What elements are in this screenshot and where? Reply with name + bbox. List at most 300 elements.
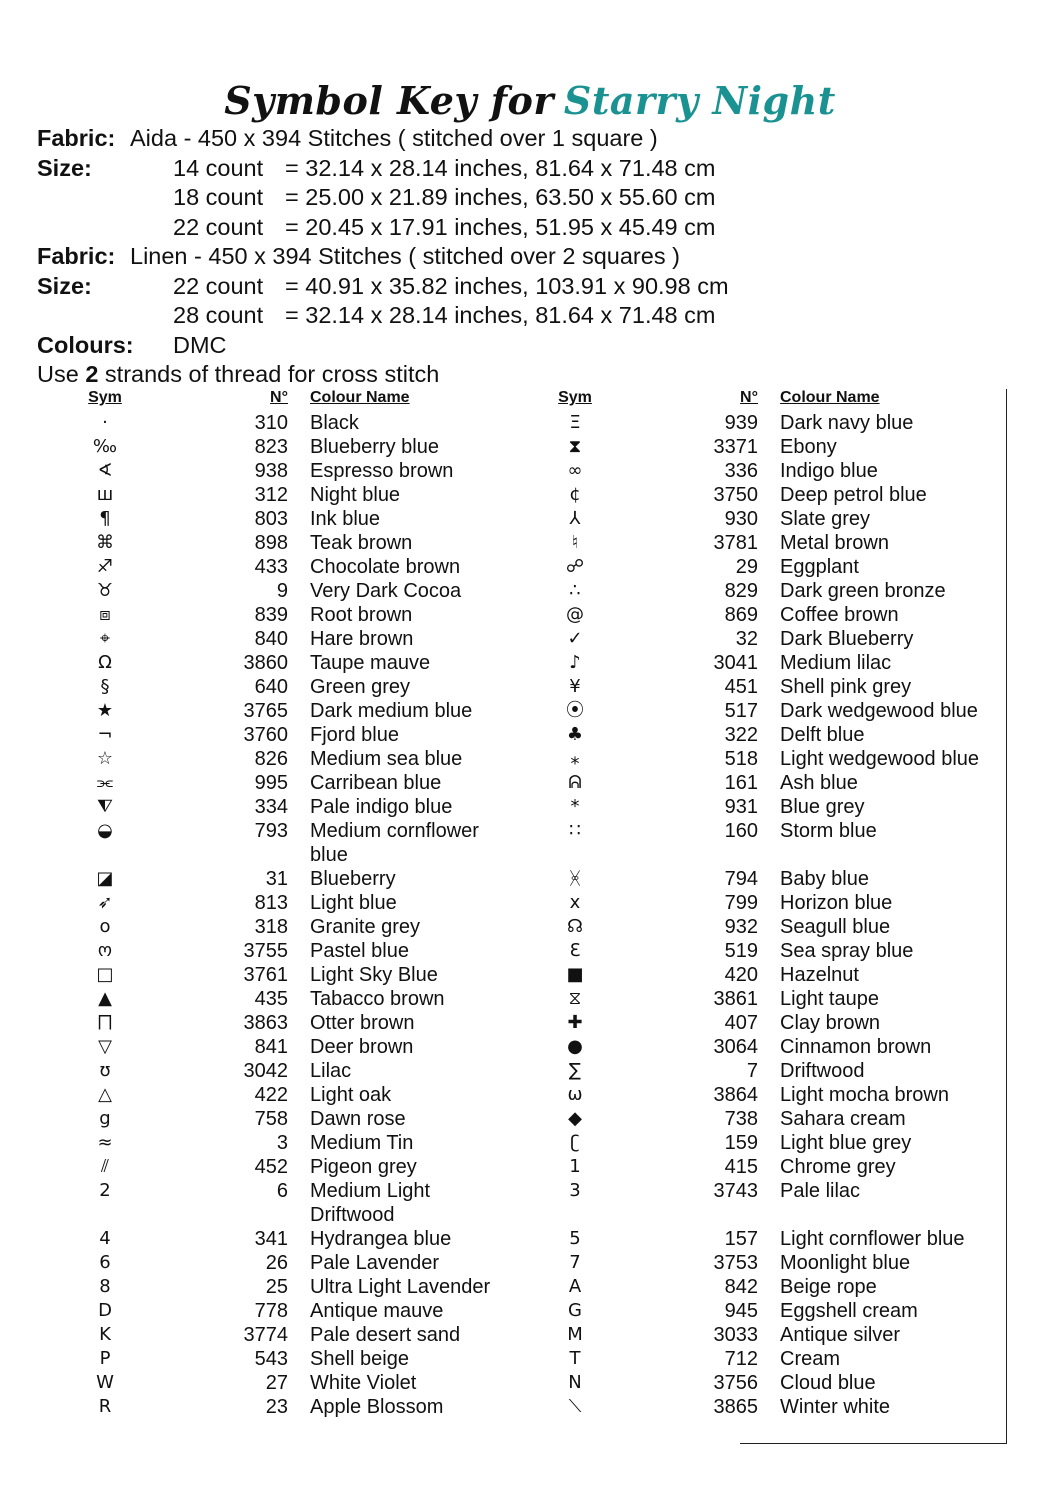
row-symbol: ♐: [96, 556, 114, 577]
row-colour-name: Tabacco brown: [310, 988, 445, 1010]
table-row: [530, 723, 1000, 747]
row-dmc-number: 312: [254, 484, 288, 506]
table-row: [60, 1035, 510, 1059]
row-symbol: Ω: [98, 652, 112, 673]
row-dmc-number: 829: [724, 580, 758, 602]
symbol-key-table: [0, 389, 1060, 1449]
size-count: 22 count: [173, 272, 264, 299]
row-symbol: ¥: [569, 676, 581, 697]
title-prefix: Symbol Key for: [224, 78, 554, 123]
row-symbol: ◒: [97, 820, 113, 841]
table-row: [60, 1083, 510, 1107]
row-dmc-number: 519: [724, 940, 758, 962]
table-row: [530, 1395, 1000, 1419]
row-colour-name: Deer brown: [310, 1036, 414, 1058]
row-symbol: ш: [96, 484, 114, 505]
size-count: 14 count: [173, 154, 264, 181]
fabric-info: [37, 124, 729, 390]
row-symbol: G: [568, 1300, 582, 1321]
row-dmc-number: 3042: [243, 1060, 288, 1082]
row-colour-name: Chocolate brown: [310, 556, 461, 578]
table-row: [60, 867, 510, 891]
row-dmc-number: 161: [724, 772, 758, 794]
table-row: [60, 1179, 510, 1227]
row-colour-name: Pale desert sand: [310, 1324, 461, 1346]
right-column: [530, 389, 1000, 1419]
row-dmc-number: 803: [254, 508, 288, 530]
row-dmc-number: 7: [746, 1060, 758, 1082]
table-row: [60, 1395, 510, 1419]
table-row: [530, 1227, 1000, 1251]
table-row: [60, 1059, 510, 1083]
row-symbol: ★: [96, 700, 114, 721]
row-dmc-number: 341: [254, 1228, 288, 1250]
table-row: [60, 459, 510, 483]
size-dims: = 32.14 x 28.14 inches, 81.64 x 71.48 cm: [285, 302, 716, 328]
row-colour-name: Dawn rose: [310, 1108, 406, 1130]
row-colour-name: Ink blue: [310, 508, 381, 530]
header-num: N°: [270, 389, 288, 406]
table-row: [530, 915, 1000, 939]
size-dims: = 20.45 x 17.91 inches, 51.95 x 45.49 cm: [285, 213, 716, 240]
table-row: [530, 795, 1000, 819]
table-row: [530, 1275, 1000, 1299]
table-row: [530, 1059, 1000, 1083]
row-colour-name: Medium lilac: [780, 652, 892, 674]
row-symbol: ⧖: [568, 988, 582, 1009]
table-row: [530, 459, 1000, 483]
row-colour-name: White Violet: [310, 1372, 417, 1394]
table-row: [530, 627, 1000, 651]
table-row: [530, 483, 1000, 507]
row-dmc-number: 3861: [713, 988, 758, 1010]
row-dmc-number: 334: [254, 796, 288, 818]
row-colour-name: Chrome grey: [780, 1156, 896, 1178]
table-row: [530, 1011, 1000, 1035]
row-colour-name: Dark Blueberry: [780, 628, 914, 650]
row-colour-name: Ash blue: [780, 772, 858, 794]
row-dmc-number: 3864: [713, 1084, 758, 1106]
row-colour-name: Driftwood: [780, 1060, 865, 1082]
table-border-bottom: [740, 1443, 1007, 1444]
row-symbol: ♮: [571, 532, 579, 553]
row-colour-name: Slate grey: [780, 508, 871, 530]
title-pattern-name: Starry Night: [563, 78, 836, 123]
colours-row: [37, 331, 729, 361]
row-dmc-number: 3064: [713, 1036, 758, 1058]
table-row: [60, 579, 510, 603]
table-row: [530, 939, 1000, 963]
table-row: [530, 747, 1000, 771]
page-title: [0, 78, 1060, 123]
linen-size-row: [37, 301, 729, 331]
row-symbol: W: [96, 1372, 114, 1393]
row-dmc-number: 32: [735, 628, 758, 650]
row-symbol: 2: [99, 1180, 111, 1201]
table-row: [60, 699, 510, 723]
strands-pre: Use: [37, 361, 86, 387]
row-dmc-number: 3371: [713, 436, 758, 458]
row-colour-name: Moonlight blue: [780, 1252, 911, 1274]
row-colour-name: Pigeon grey: [310, 1156, 417, 1178]
table-row: [60, 435, 510, 459]
row-colour-name: Deep petrol blue: [780, 484, 927, 506]
row-symbol: ⟍: [568, 1396, 582, 1417]
table-row: [60, 939, 510, 963]
row-symbol: R: [98, 1396, 112, 1417]
row-symbol: ⅄: [569, 508, 581, 529]
table-row: [530, 675, 1000, 699]
row-symbol: T: [569, 1348, 581, 1369]
row-colour-name: Blueberry: [310, 868, 396, 890]
table-row: [60, 891, 510, 915]
aida-size-row: [37, 213, 729, 243]
row-dmc-number: 841: [254, 1036, 288, 1058]
row-symbol: ∑: [568, 1060, 582, 1081]
row-dmc-number: 938: [254, 460, 288, 482]
row-dmc-number: 159: [724, 1132, 758, 1154]
row-symbol: K: [99, 1324, 111, 1345]
row-symbol: g: [99, 1108, 111, 1129]
row-symbol: ⁎: [570, 748, 580, 769]
row-symbol: ∢: [97, 460, 113, 481]
row-dmc-number: 793: [254, 820, 288, 842]
row-colour-name: Indigo blue: [780, 460, 878, 482]
row-colour-name: Winter white: [780, 1396, 891, 1418]
row-dmc-number: 3041: [713, 652, 758, 674]
row-symbol: 4: [99, 1228, 111, 1249]
row-colour-name: Fjord blue: [310, 724, 399, 746]
table-row: [60, 1131, 510, 1155]
row-symbol: ♉: [96, 580, 114, 601]
row-dmc-number: 939: [724, 412, 758, 434]
table-row: [60, 1251, 510, 1275]
row-dmc-number: 3033: [713, 1324, 758, 1346]
row-colour-name: Antique silver: [780, 1324, 901, 1346]
row-symbol: ო: [97, 940, 113, 961]
row-symbol: ●: [567, 1036, 583, 1057]
row-symbol: ∴: [569, 580, 581, 601]
table-row: [60, 603, 510, 627]
table-row: [60, 1011, 510, 1035]
table-row: [530, 603, 1000, 627]
row-colour-name: Delft blue: [780, 724, 865, 746]
row-dmc-number: 3743: [713, 1180, 758, 1202]
table-row: [530, 411, 1000, 435]
row-colour-name: Night blue: [310, 484, 401, 506]
table-row: [530, 435, 1000, 459]
row-colour-name: Cloud blue: [780, 1372, 876, 1394]
size-label: Size:: [37, 272, 92, 299]
row-symbol: ⧈: [99, 604, 111, 625]
row-colour-name: Horizon blue: [780, 892, 893, 914]
row-symbol: ʊ: [99, 1060, 111, 1081]
table-row: [60, 795, 510, 819]
row-colour-name: Medium Light Driftwood: [310, 1180, 431, 1226]
row-colour-name: Espresso brown: [310, 460, 454, 482]
table-row: [530, 1155, 1000, 1179]
row-symbol: o: [99, 916, 111, 937]
row-colour-name: Teak brown: [310, 532, 413, 554]
row-colour-name: Storm blue: [780, 820, 877, 842]
table-row: [60, 747, 510, 771]
row-symbol: 5: [569, 1228, 581, 1249]
row-colour-name: Coffee brown: [780, 604, 899, 626]
table-row: [530, 771, 1000, 795]
table-row: [60, 483, 510, 507]
row-colour-name: Apple Blossom: [310, 1396, 444, 1418]
size-dims: = 32.14 x 28.14 inches, 81.64 x 71.48 cm: [285, 154, 716, 181]
row-dmc-number: 799: [724, 892, 758, 914]
row-dmc-number: 758: [254, 1108, 288, 1130]
row-dmc-number: 518: [724, 748, 758, 770]
row-colour-name: Blue grey: [780, 796, 865, 818]
row-dmc-number: 3761: [243, 964, 288, 986]
row-symbol: 8: [99, 1276, 111, 1297]
row-dmc-number: 420: [724, 964, 758, 986]
table-row: [60, 555, 510, 579]
row-colour-name: Very Dark Cocoa: [310, 580, 462, 602]
table-row: [60, 1371, 510, 1395]
row-colour-name: Cinnamon brown: [780, 1036, 932, 1058]
row-colour-name: Dark navy blue: [780, 412, 914, 434]
row-colour-name: Hydrangea blue: [310, 1228, 452, 1250]
row-dmc-number: 813: [254, 892, 288, 914]
row-symbol: x: [569, 892, 581, 913]
row-symbol: ¶: [99, 508, 111, 529]
table-row: [530, 1371, 1000, 1395]
row-dmc-number: 840: [254, 628, 288, 650]
row-dmc-number: 898: [254, 532, 288, 554]
row-dmc-number: 517: [724, 700, 758, 722]
row-colour-name: Seagull blue: [780, 916, 891, 938]
row-symbol: ✚: [567, 1012, 583, 1033]
table-row: [530, 1323, 1000, 1347]
row-dmc-number: 29: [735, 556, 758, 578]
row-dmc-number: 3756: [713, 1372, 758, 1394]
row-colour-name: Pale lilac: [780, 1180, 861, 1202]
row-symbol: ■: [566, 964, 584, 985]
row-colour-name: Sea spray blue: [780, 940, 914, 962]
row-dmc-number: 3865: [713, 1396, 758, 1418]
row-colour-name: Clay brown: [780, 1012, 881, 1034]
row-colour-name: Light oak: [310, 1084, 392, 1106]
row-symbol: 7: [569, 1252, 581, 1273]
table-row: [60, 1275, 510, 1299]
row-dmc-number: 842: [724, 1276, 758, 1298]
row-dmc-number: 25: [265, 1276, 288, 1298]
size-count: 18 count: [173, 184, 264, 210]
row-dmc-number: 157: [724, 1228, 758, 1250]
row-symbol: ➶: [97, 892, 113, 913]
table-header: [530, 389, 1000, 411]
table-header: [60, 389, 510, 411]
row-symbol: A: [568, 1276, 582, 1297]
colours-value: DMC: [173, 331, 227, 358]
row-colour-name: Light cornflower blue: [780, 1228, 965, 1250]
row-colour-name: Beige rope: [780, 1276, 877, 1298]
row-colour-name: Dark green bronze: [780, 580, 946, 602]
table-row: [530, 579, 1000, 603]
table-row: [530, 963, 1000, 987]
row-colour-name: Ebony: [780, 436, 837, 458]
row-colour-name: Hare brown: [310, 628, 414, 650]
row-colour-name: Light blue: [310, 892, 397, 914]
row-dmc-number: 869: [724, 604, 758, 626]
table-row: [60, 1347, 510, 1371]
row-dmc-number: 738: [724, 1108, 758, 1130]
table-row: [60, 723, 510, 747]
row-dmc-number: 3755: [243, 940, 288, 962]
row-colour-name: Carribean blue: [310, 772, 442, 794]
size-dims: = 25.00 x 21.89 inches, 63.50 x 55.60 cm: [285, 184, 716, 210]
row-dmc-number: 310: [254, 412, 288, 434]
row-symbol: Ɛ: [569, 940, 581, 961]
row-symbol: ‰: [92, 436, 118, 457]
linen-fabric-row: [37, 242, 729, 272]
row-symbol: ⌖: [99, 628, 111, 649]
row-dmc-number: 930: [724, 508, 758, 530]
row-symbol: ⫽: [100, 1156, 110, 1177]
row-dmc-number: 3753: [713, 1252, 758, 1274]
table-row: [530, 1107, 1000, 1131]
row-dmc-number: 422: [254, 1084, 288, 1106]
size-dims: = 40.91 x 35.82 inches, 103.91 x 90.98 cm: [285, 272, 729, 299]
table-row: [530, 555, 1000, 579]
row-colour-name: Black: [310, 412, 359, 434]
row-colour-name: Hazelnut: [780, 964, 859, 986]
row-symbol: ☍: [565, 556, 585, 577]
row-symbol: Ξ: [569, 412, 581, 433]
table-row: [530, 651, 1000, 675]
row-symbol: 1: [569, 1156, 581, 1177]
row-dmc-number: 3860: [243, 652, 288, 674]
table-row: [60, 627, 510, 651]
table-row: [60, 819, 510, 867]
table-row: [60, 1323, 510, 1347]
row-symbol: ✓: [567, 628, 583, 649]
row-dmc-number: 160: [724, 820, 758, 842]
row-colour-name: Lilac: [310, 1060, 352, 1082]
row-symbol: ¬: [97, 724, 113, 745]
row-symbol: §: [100, 676, 110, 697]
row-colour-name: Cream: [780, 1348, 841, 1370]
row-dmc-number: 6: [276, 1180, 288, 1202]
row-symbol: ·: [102, 412, 108, 433]
row-dmc-number: 712: [724, 1348, 758, 1370]
row-dmc-number: 433: [254, 556, 288, 578]
row-colour-name: Shell beige: [310, 1348, 409, 1370]
row-symbol: ᕱ: [568, 772, 582, 793]
row-symbol: 6: [99, 1252, 111, 1273]
row-symbol: ⫘: [96, 772, 114, 793]
row-dmc-number: 9: [276, 580, 288, 602]
row-symbol: △: [98, 1084, 112, 1105]
row-colour-name: Green grey: [310, 676, 411, 698]
aida-fabric-text: Aida - 450 x 394 Stitches ( stitched over 1 square ): [130, 125, 658, 151]
row-symbol: ʗ: [570, 1132, 580, 1153]
row-dmc-number: 3: [276, 1132, 288, 1154]
row-symbol: *: [570, 796, 580, 817]
row-dmc-number: 543: [254, 1348, 288, 1370]
row-symbol: ▲: [98, 988, 112, 1009]
header-sym: Sym: [88, 389, 122, 406]
row-symbol: P: [99, 1348, 111, 1369]
table-border-right: [1006, 389, 1007, 1444]
row-colour-name: Sahara cream: [780, 1108, 906, 1130]
header-sym: Sym: [558, 389, 592, 406]
row-colour-name: Dark wedgewood blue: [780, 700, 978, 722]
row-colour-name: Ultra Light Lavender: [310, 1276, 491, 1298]
row-dmc-number: 322: [724, 724, 758, 746]
row-dmc-number: 3863: [243, 1012, 288, 1034]
row-colour-name: Blueberry blue: [310, 436, 439, 458]
row-symbol: ⦿: [566, 700, 584, 721]
row-symbol: ⧨: [96, 796, 114, 817]
strands-note: [37, 360, 729, 390]
colours-label: Colours:: [37, 331, 134, 358]
table-row: [60, 507, 510, 531]
table-row: [530, 699, 1000, 723]
table-row: [530, 1035, 1000, 1059]
row-symbol: ♪: [569, 652, 581, 673]
row-symbol: N: [568, 1372, 582, 1393]
row-dmc-number: 995: [254, 772, 288, 794]
row-dmc-number: 932: [724, 916, 758, 938]
table-row: [530, 987, 1000, 1011]
header-num: N°: [740, 389, 758, 406]
row-dmc-number: 27: [265, 1372, 288, 1394]
row-dmc-number: 415: [724, 1156, 758, 1178]
row-symbol: D: [98, 1300, 112, 1321]
table-row: [60, 531, 510, 555]
row-dmc-number: 435: [254, 988, 288, 1010]
linen-size-row: [37, 272, 729, 302]
table-row: [60, 1299, 510, 1323]
row-symbol: ♣: [566, 724, 584, 745]
row-colour-name: Light Sky Blue: [310, 964, 438, 986]
header-colour-name: Colour Name: [310, 389, 410, 406]
strands-post: strands of thread for cross stitch: [98, 361, 440, 387]
row-dmc-number: 839: [254, 604, 288, 626]
row-colour-name: Root brown: [310, 604, 413, 626]
row-colour-name: Medium Tin: [310, 1132, 414, 1154]
table-row: [530, 1131, 1000, 1155]
row-colour-name: Pastel blue: [310, 940, 409, 962]
aida-fabric-row: [37, 124, 729, 154]
table-row: [530, 1179, 1000, 1227]
table-row: [530, 1299, 1000, 1323]
table-row: [60, 987, 510, 1011]
row-symbol: ◆: [568, 1108, 582, 1129]
row-symbol: ∷: [569, 820, 581, 841]
row-symbol: ▽: [98, 1036, 112, 1057]
strands-number: 2: [85, 361, 99, 387]
row-dmc-number: 3781: [713, 532, 758, 554]
table-row: [60, 915, 510, 939]
size-count: 28 count: [173, 302, 264, 328]
fabric-label: Fabric:: [37, 243, 116, 269]
table-row: [530, 1347, 1000, 1371]
row-symbol: ∞: [567, 460, 583, 481]
row-dmc-number: 451: [724, 676, 758, 698]
row-colour-name: Antique mauve: [310, 1300, 444, 1322]
row-colour-name: Granite grey: [310, 916, 421, 938]
row-colour-name: Light blue grey: [780, 1132, 912, 1154]
table-row: [530, 1083, 1000, 1107]
row-symbol: M: [567, 1324, 583, 1345]
row-dmc-number: 826: [254, 748, 288, 770]
